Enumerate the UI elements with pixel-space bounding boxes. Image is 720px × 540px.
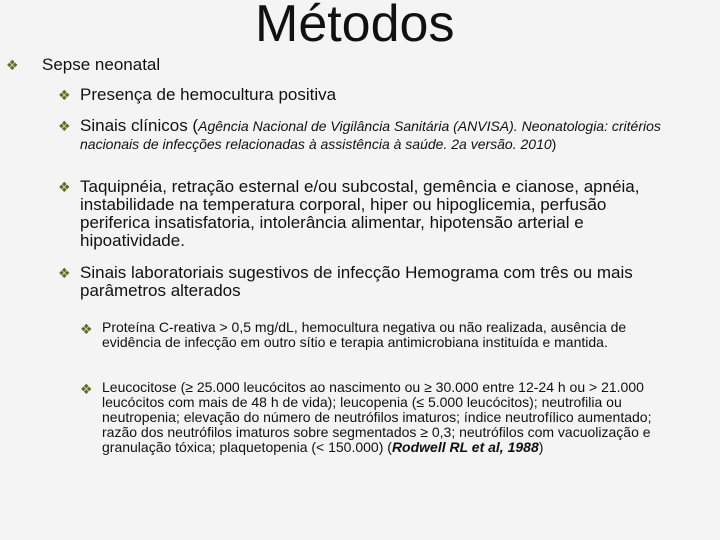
reference-close-paren: )	[538, 439, 544, 455]
subbullet-text: Leucocitose (≥ 25.000 leucócitos ao nascimento ou ≥ 30.000 entre 12-24 h ou > 21.000 leucócitos com mais de 48 h de vida); leucopenia (≤ 5.000 leucócitos); neutrofilia ou neutropenia; elevação do número de neutrófilos imaturos; índice neutrofílico aumentado; razão dos neutrófilos imaturos sobre segmentados ≥ 0,3; neutrófilos com vacuolização e granulação tóxica; plaquetopenia (< 150.000) (	[102, 379, 652, 455]
bullet-text: Sinais laboratoriais sugestivos de infecção Hemograma com três ou mais parâmetros alterados	[80, 263, 633, 300]
source-close-paren: )	[551, 136, 557, 152]
bullet-text: Presença de hemocultura positiva	[80, 85, 337, 104]
source-citation: Agência Nacional de Vigilância Sanitária (ANVISA). Neonatologia: critérios nacionais de infecções relacionadas à assistência à saúde. 2a versão. 2010	[80, 118, 661, 152]
subbullet-leucocitose	[80, 380, 680, 455]
subbullet-proteina-c-reativa	[80, 320, 680, 350]
diamond-bullet-icon: ❖	[80, 381, 93, 397]
bullet-hemocultura	[58, 86, 698, 104]
bullet-sinais-clinicos	[58, 117, 698, 154]
reference-citation: Rodwell RL et al, 1988	[391, 439, 539, 455]
diamond-bullet-icon: ❖	[6, 57, 19, 73]
bullet-text: Taquipnéia, retração esternal e/ou subcostal, gemência e cianose, apnéia, instabilidade na temperatura corporal, hiper ou hipoglicemia, perfusão periferica insatisfatoria, intolerância alimentar, hipotensão arterial e hipoatividade.	[80, 177, 640, 250]
bullet-sinais-laboratoriais	[58, 264, 698, 300]
subbullet-text: Proteína C-reativa > 0,5 mg/dL, hemocultura negativa ou não realizada, ausência de evidência de infecção em outro sítio e terapia antimicrobiana instituída e mantida.	[102, 319, 627, 350]
diamond-bullet-icon: ❖	[58, 265, 71, 281]
bullet-taquipneia	[58, 178, 698, 250]
diamond-bullet-icon: ❖	[58, 118, 71, 134]
bullet-text: Sepse neonatal	[42, 55, 161, 74]
bullet-text: Sinais clínicos (	[80, 116, 199, 135]
bullet-sepse-neonatal	[6, 56, 160, 74]
diamond-bullet-icon: ❖	[58, 179, 71, 195]
slide-title: Métodos	[255, 0, 455, 53]
diamond-bullet-icon: ❖	[80, 321, 93, 337]
diamond-bullet-icon: ❖	[58, 87, 71, 103]
